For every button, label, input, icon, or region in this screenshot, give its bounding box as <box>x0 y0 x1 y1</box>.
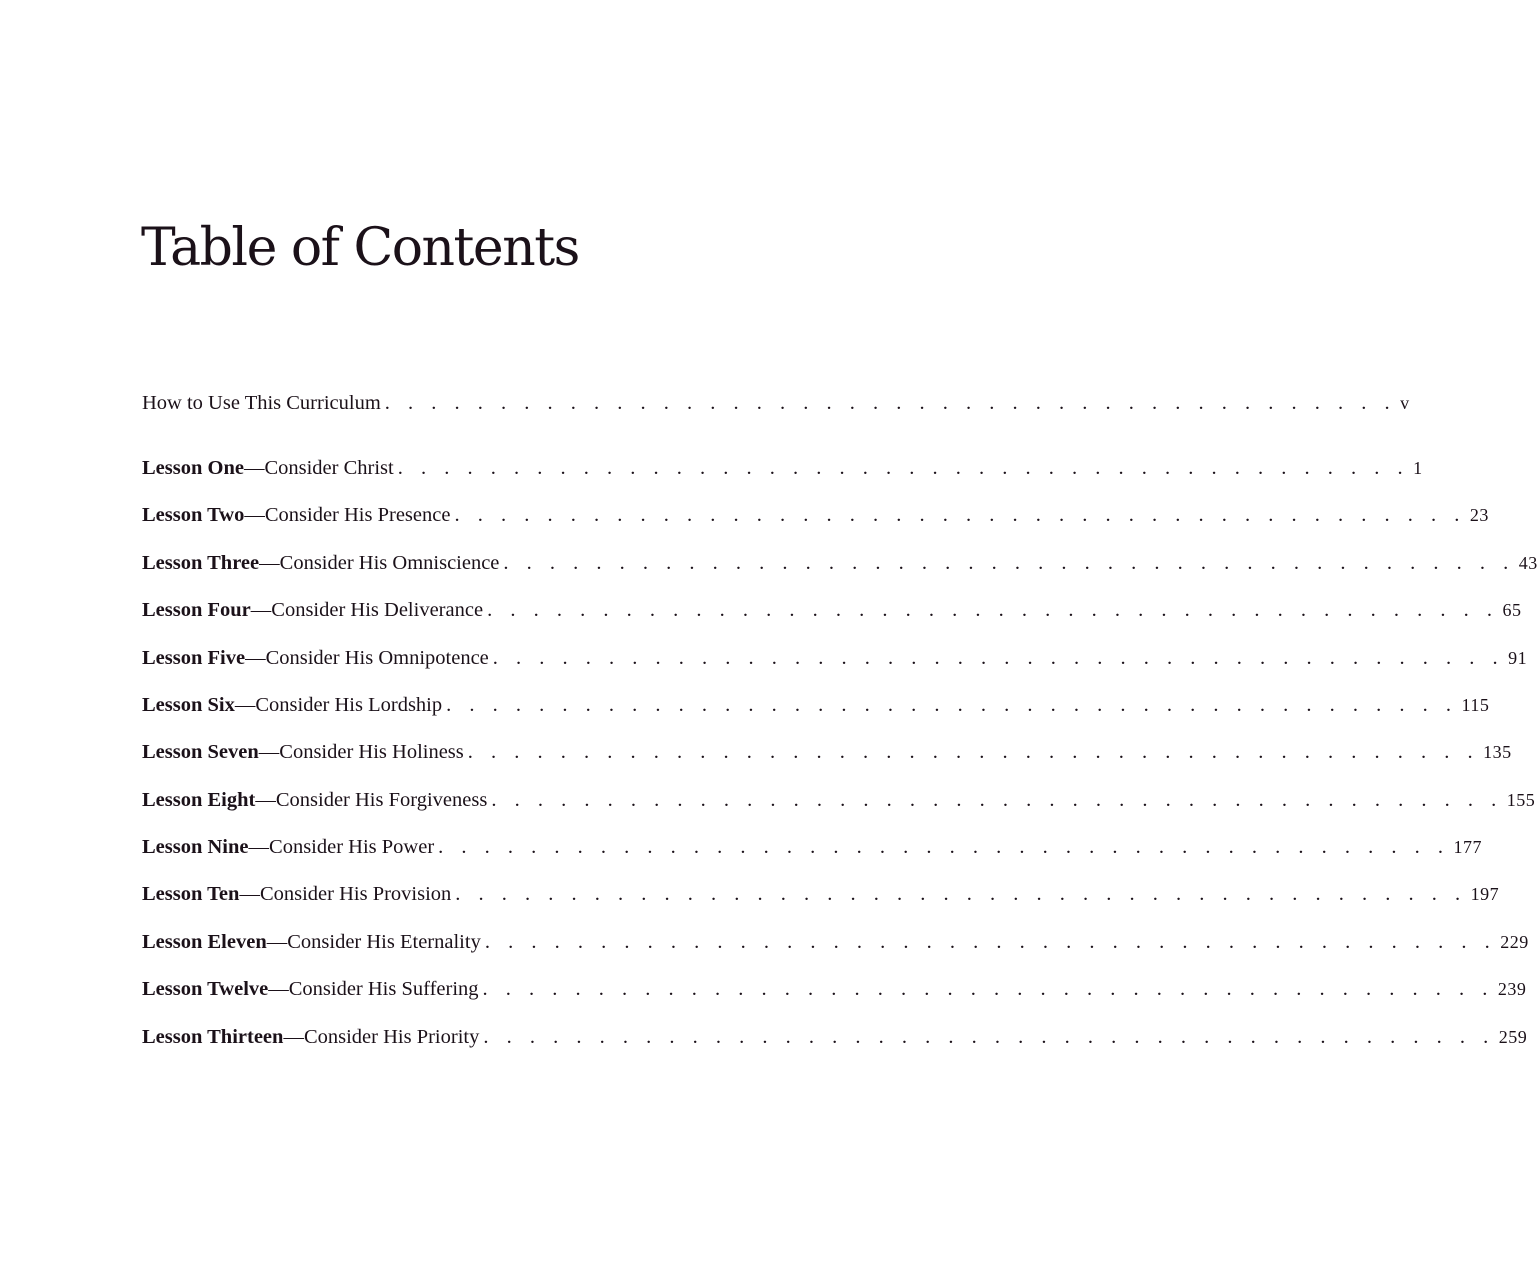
toc-entry-lesson-2[interactable] <box>142 500 1489 530</box>
page-number: 1 <box>1413 458 1423 478</box>
page-number: 43 <box>1518 553 1538 573</box>
lesson-subtitle: —Consider His Omnipotence <box>245 647 489 669</box>
toc-entry-lesson-13[interactable] <box>142 1022 1528 1052</box>
lesson-subtitle: —Consider His Forgiveness <box>255 789 488 811</box>
dot-leader: . . . . . . . . . . . . . . . . . . . . . . . . . . . . . . . . . . . . . . . . . . . . <box>454 504 1466 526</box>
toc-entry-lesson-9[interactable] <box>142 832 1483 862</box>
dot-leader: . . . . . . . . . . . . . . . . . . . . . . . . . . . . . . . . . . . . . . . . . . . . <box>492 647 1505 669</box>
lesson-label: Lesson Three <box>142 552 260 574</box>
entry-title <box>142 737 464 767</box>
lesson-subtitle: —Consider His Holiness <box>258 741 464 763</box>
lesson-label: Lesson Five <box>142 647 246 669</box>
entry-title <box>142 1022 479 1052</box>
toc-entry-lesson-8[interactable] <box>142 785 1536 815</box>
entry-title <box>142 453 394 483</box>
lesson-label: Lesson Twelve <box>142 978 269 1000</box>
lesson-subtitle: —Consider His Presence <box>244 504 451 526</box>
page-number: 91 <box>1508 648 1528 668</box>
toc-entry-lesson-11[interactable] <box>142 927 1529 957</box>
dot-leader: . . . . . . . . . . . . . . . . . . . . . . . . . . . . . . . . . . . . . . . . . . . . <box>483 1026 1495 1048</box>
page-number: 197 <box>1470 884 1500 904</box>
lesson-subtitle: —Consider His Deliverance <box>250 599 484 621</box>
entry-title <box>142 548 499 578</box>
lesson-label: Lesson One <box>142 457 244 479</box>
lesson-label: Lesson Seven <box>142 741 259 763</box>
toc-entry-lesson-6[interactable] <box>142 690 1490 720</box>
dot-leader: . . . . . . . . . . . . . . . . . . . . . . . . . . . . . . . . . . . . . . . . . . . . <box>484 931 1497 953</box>
lesson-label: Lesson Nine <box>142 836 249 858</box>
page-number: 23 <box>1469 505 1489 525</box>
entry-title <box>142 879 451 909</box>
page-number: 155 <box>1506 790 1536 810</box>
page-number: 229 <box>1500 932 1529 952</box>
dot-leader: . . . . . . . . . . . . . . . . . . . . . . . . . . . . . . . . . . . . . . . . . . . . <box>446 694 1458 716</box>
lesson-subtitle: —Consider His Priority <box>283 1026 480 1048</box>
toc-entry-lesson-7[interactable] <box>142 737 1512 767</box>
lesson-subtitle: —Consider His Omniscience <box>259 552 500 574</box>
lesson-subtitle: —Consider His Power <box>248 836 435 858</box>
toc-entry-lesson-3[interactable] <box>142 548 1538 578</box>
dot-leader: . . . . . . . . . . . . . . . . . . . . . . . . . . . . . . . . . . . . . . . . . . . . <box>438 836 1450 858</box>
toc-entry-lesson-10[interactable] <box>142 879 1500 909</box>
lesson-subtitle: —Consider His Provision <box>239 883 452 905</box>
entry-title <box>142 690 442 720</box>
entry-title: How to Use This Curriculum <box>142 392 381 414</box>
toc-entry-lesson-12[interactable] <box>142 974 1527 1004</box>
lesson-label: Lesson Two <box>142 504 245 526</box>
lesson-label: Lesson Four <box>142 599 251 621</box>
dot-leader: . . . . . . . . . . . . . . . . . . . . . . . . . . . . . . . . . . . . . . . . . . . . <box>503 552 1515 574</box>
entry-title <box>142 832 434 862</box>
page-number: 65 <box>1502 600 1522 620</box>
entry-title <box>142 785 487 815</box>
entry-title <box>142 927 481 957</box>
lesson-label: Lesson Eleven <box>142 931 267 953</box>
toc-entry-lesson-5[interactable] <box>142 643 1528 673</box>
entry-title <box>142 500 450 530</box>
dot-leader: . . . . . . . . . . . . . . . . . . . . . . . . . . . . . . . . . . . . . . . . . . . . <box>455 883 1467 905</box>
lesson-subtitle: —Consider His Eternality <box>266 931 481 953</box>
lesson-subtitle: —Consider His Suffering <box>268 978 479 1000</box>
lesson-label: Lesson Eight <box>142 789 256 811</box>
lesson-label: Lesson Six <box>142 694 235 716</box>
dot-leader: . . . . . . . . . . . . . . . . . . . . . . . . . . . . . . . . . . . . . . . . . . . . <box>397 457 1410 479</box>
page-title: Table of Contents <box>141 218 579 278</box>
page-number: 177 <box>1453 837 1483 857</box>
lesson-label: Lesson Thirteen <box>142 1026 284 1048</box>
lesson-subtitle: —Consider Christ <box>243 457 394 479</box>
lesson-label: Lesson Ten <box>142 883 240 905</box>
dot-leader: . . . . . . . . . . . . . . . . . . . . . . . . . . . . . . . . . . . . . . . . . . . . <box>384 392 1397 414</box>
dot-leader: . . . . . . . . . . . . . . . . . . . . . . . . . . . . . . . . . . . . . . . . . . . . <box>491 789 1503 811</box>
toc-entry-lesson-1[interactable] <box>142 453 1423 483</box>
entry-title <box>142 643 489 673</box>
page-number: 135 <box>1483 742 1512 762</box>
page-number: 239 <box>1497 979 1527 999</box>
toc-entry-how-to-use[interactable] <box>142 388 1410 418</box>
page-number: 259 <box>1498 1027 1528 1047</box>
page-number: 115 <box>1461 695 1490 715</box>
entry-title <box>142 974 479 1004</box>
page-number: v <box>1400 393 1410 413</box>
dot-leader: . . . . . . . . . . . . . . . . . . . . . . . . . . . . . . . . . . . . . . . . . . . . <box>467 741 1480 763</box>
lesson-subtitle: —Consider His Lordship <box>234 694 443 716</box>
entry-title <box>142 595 483 625</box>
toc-entry-lesson-4[interactable] <box>142 595 1522 625</box>
dot-leader: . . . . . . . . . . . . . . . . . . . . . . . . . . . . . . . . . . . . . . . . . . . . <box>487 599 1499 621</box>
dot-leader: . . . . . . . . . . . . . . . . . . . . . . . . . . . . . . . . . . . . . . . . . . . . <box>482 978 1494 1000</box>
